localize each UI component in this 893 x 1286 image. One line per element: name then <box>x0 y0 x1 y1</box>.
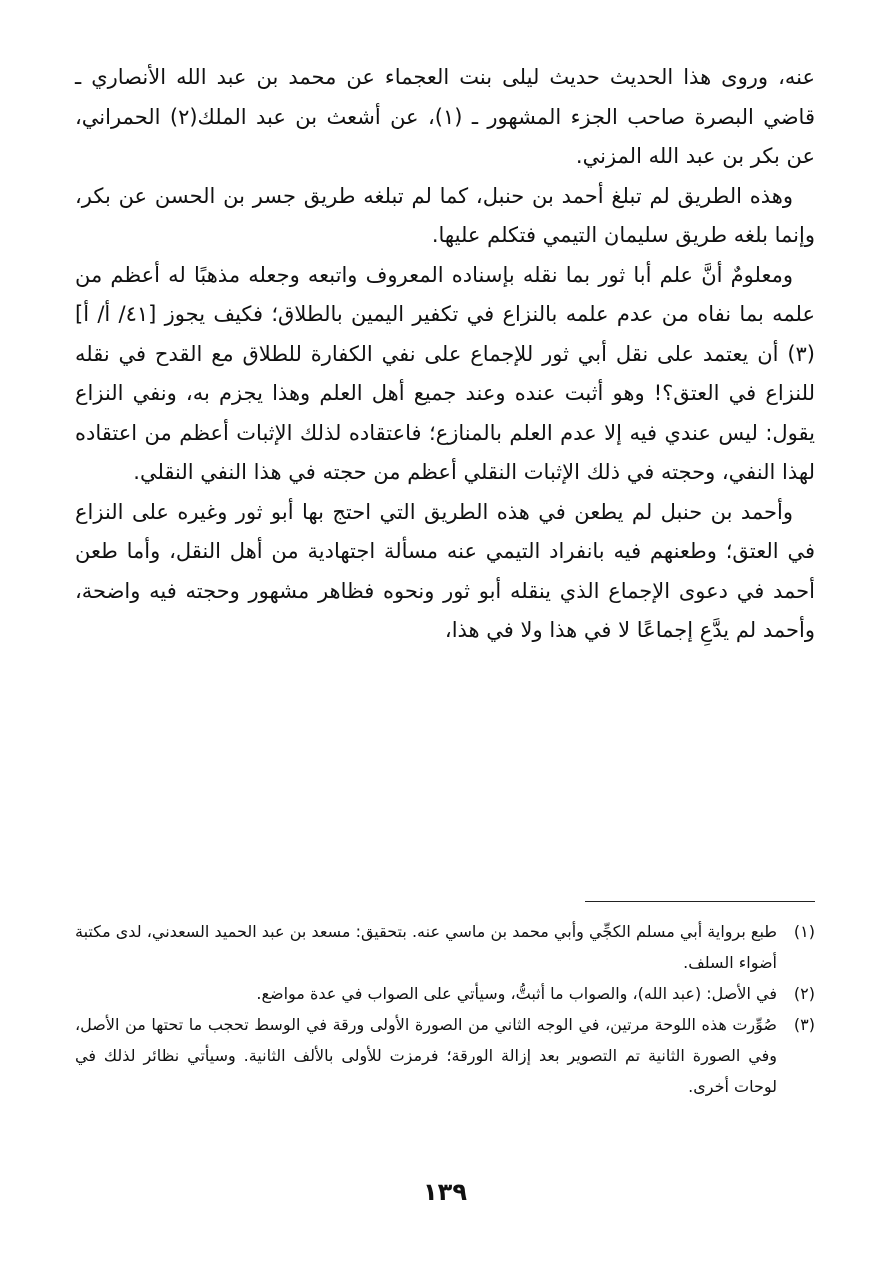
footnote-1 <box>75 916 815 978</box>
footnote-number: (١) <box>793 922 815 941</box>
footnote-text: صُوِّرت هذه اللوحة مرتين، في الوجه الثاني من الصورة الأولى ورقة في الوسط تحجب ما تحتها من الأصل، وفي الصورة الثانية تم التصوير بعد إزالة الورقة؛ فرمزت للأولى بالألف الثانية. وسيأتي نظائر لذلك في لوحات أخرى. <box>75 1015 777 1096</box>
footnote-text: في الأصل: (عبد الله)، والصواب ما أثبتُّ، وسيأتي على الصواب في عدة مواضع. <box>256 984 777 1003</box>
page-number: ١٣٩ <box>423 1178 467 1206</box>
footnote-number: (٢) <box>793 984 815 1003</box>
footnote-text: طبع برواية أبي مسلم الكجِّي وأبي محمد بن ماسي عنه. بتحقيق: مسعد بن عبد الحميد السعدني، لدى مكتبة أضواء السلف. <box>75 922 777 972</box>
main-text-body <box>75 58 815 651</box>
footnote-3 <box>75 1009 815 1102</box>
footnote-number: (٣) <box>793 1015 815 1034</box>
paragraph-4: وأحمد بن حنبل لم يطعن في هذه الطريق التي احتج بها أبو ثور وغيره على النزاع في العتق؛ وطعنهم فيه بانفراد التيمي عنه مسألة اجتهادية من أهل النقل، وأما طعن أحمد في دعوى الإجماع الذي ينقله أبو ثور ونحوه فظاهر مشهور وحجته فيه واضحة، وأحمد لم يدَّعِ إجماعًا لا في هذا ولا في هذا، <box>75 499 815 642</box>
footnote-separator <box>585 901 815 902</box>
paragraph-3: ومعلومٌ أنَّ علم أبا ثور بما نقله بإسناده المعروف واتبعه وجعله مذهبًا له أعظم من علمه بما نفاه من عدم علمه بالنزاع في تكفير اليمين بالطلاق؛ فكيف يجوز [٤١/ أ/ أ](٣) أن يعتمد على نقل أبي ثور للإجماع على نفي الكفارة للطلاق مع القدح في نقله للنزاع في العتق؟! وهو أثبت عنده وعند جميع أهل العلم وهذا يجزم به، ونفي النزاع يقول: ليس عندي فيه إلا عدم العلم بالمنازع؛ فاعتقاده لذلك الإثبات أعظم من اعتقاده لهذا النفي، وحجته في ذلك الإثبات النقلي أعظم من حجته في هذا النفي النقلي. <box>75 262 815 484</box>
book-page <box>75 58 815 1248</box>
paragraph-1: عنه، وروى هذا الحديث حديث ليلى بنت العجماء عن محمد بن عبد الله الأنصاري ـ قاضي البصرة صاحب الجزء المشهور ـ (١)، عن أشعث بن عبد الملك(٢) الحمراني، عن بكر بن عبد الله المزني. <box>75 65 815 168</box>
paragraph-2: وهذه الطريق لم تبلغ أحمد بن حنبل، كما لم تبلغه طريق جسر بن الحسن عن بكر، وإنما بلغه طريق سليمان التيمي فتكلم عليها. <box>75 183 815 247</box>
footnotes <box>75 916 815 1102</box>
footnote-2 <box>75 978 815 1009</box>
